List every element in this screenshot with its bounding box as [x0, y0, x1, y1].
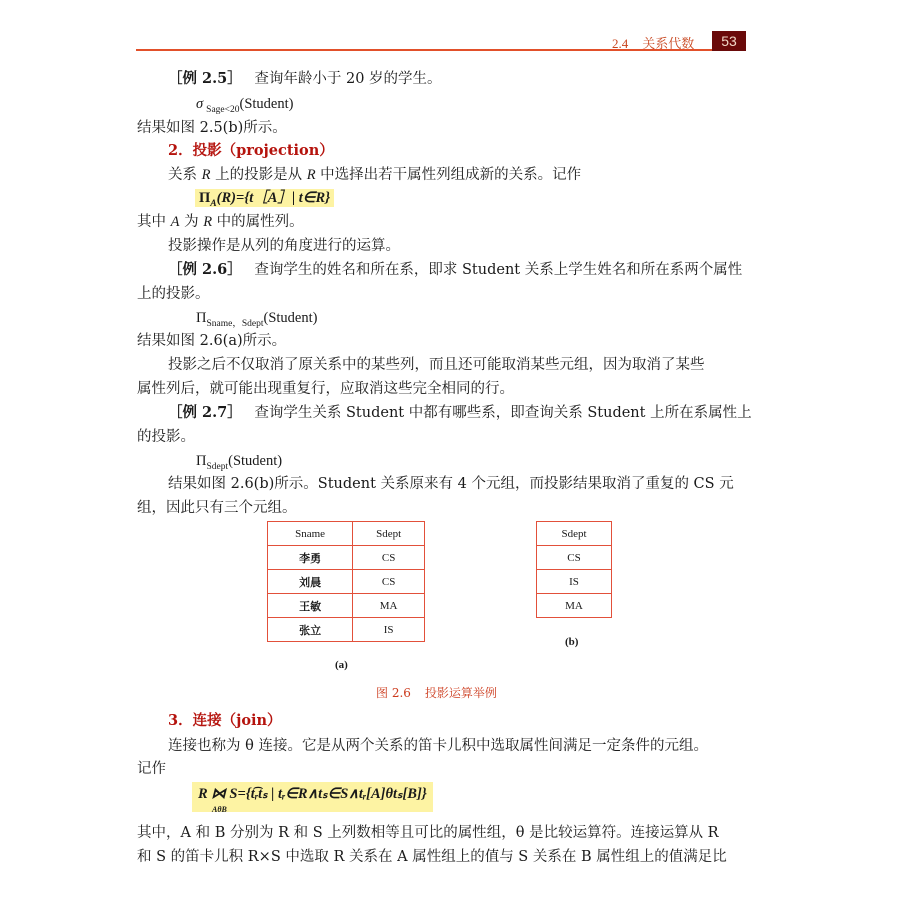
duplicate-note-2: 属性列后，就可能出现重复行，应取消这些完全相同的行。: [137, 381, 514, 397]
table-a-cell: CS: [353, 570, 425, 594]
figure-table-b: [536, 521, 612, 618]
table-a-label: (a): [335, 659, 348, 671]
projection-formula: $\Pi_A(R)=\{t[A]|$ t∈R}: [195, 188, 334, 214]
table-a-cell: CS: [353, 546, 425, 570]
figure-table-a: [267, 521, 425, 642]
table-b-cell: CS: [537, 546, 612, 570]
example-2-7-cont: 的投影。: [137, 429, 195, 445]
join-formula: R ⋈ S={t͡ᵣtₛ | tᵣ∈R∧tₛ∈S∧tᵣ[A]θtₛ[B]}: [192, 784, 433, 804]
projection-formula-2-7: $\Pi_{Sdept}(Student)$: [196, 453, 283, 472]
projection-formula-2-6: $\Pi_{Sname,Sdept}(Student)$: [196, 310, 318, 329]
example-label: ［例 2.5］: [168, 70, 242, 87]
section-heading-join: 3．连接（join）: [168, 712, 282, 729]
table-b-header-cell: Sdept: [537, 522, 612, 546]
join-definition-1: 连接也称为 θ 连接。它是从两个关系的笛卡儿积中选取属性间满足一定条件的元组。: [168, 738, 708, 754]
running-header: [612, 33, 694, 52]
table-a-row: [268, 618, 425, 642]
table-a-header-cell: Sname: [268, 522, 353, 546]
example-2-5: [168, 69, 442, 89]
table-b-cell: IS: [537, 570, 612, 594]
table-b-header-row: [537, 522, 612, 546]
figure-caption: 图 2.6 投影运算举例: [376, 686, 497, 700]
table-a-cell: 李勇: [268, 546, 353, 570]
table-b-row: [537, 546, 612, 570]
projection-definition: 关系 R 上的投影是从 R 中选择出若干属性列组成新的关系。记作: [168, 167, 582, 183]
selection-formula: σ $_{Sage<20}$(Student): [196, 96, 294, 115]
table-a-cell: 张立: [268, 618, 353, 642]
example-2-6-cont: 上的投影。: [137, 286, 210, 302]
table-a-cell: 王敏: [268, 594, 353, 618]
projection-note: 投影操作是从列的角度进行的运算。: [168, 238, 400, 254]
result-text-2-7-2: 组，因此只有三个元组。: [137, 500, 297, 516]
table-b-row: [537, 594, 612, 618]
example-text: 查询年龄小于 20 岁的学生。: [254, 71, 442, 87]
duplicate-note-1: 投影之后不仅取消了原关系中的某些列，而且还可能取消某些元组，因为取消了某些: [168, 357, 705, 373]
where-text: 其中 A 为 R 中的属性列。: [137, 214, 304, 230]
table-a-cell: 刘晨: [268, 570, 353, 594]
section-heading-projection: 2．投影（projection）: [168, 142, 334, 159]
join-condition-sub: AθB: [212, 805, 227, 814]
table-b-cell: MA: [537, 594, 612, 618]
section-title: 关系代数: [642, 36, 695, 51]
table-a-cell: IS: [353, 618, 425, 642]
page-number: 53: [712, 31, 746, 51]
join-definition-2: 记作: [137, 761, 166, 777]
table-a-row: [268, 570, 425, 594]
table-a-cell: MA: [353, 594, 425, 618]
table-a-header-row: [268, 522, 425, 546]
table-b-label: (b): [565, 636, 579, 648]
join-where-2: 和 S 的笛卡儿积 R×S 中选取 R 关系在 A 属性组上的值与 S 关系在 B 属性组上的值满足比: [137, 849, 727, 865]
table-a-header-cell: Sdept: [353, 522, 425, 546]
result-text-2-7-1: 结果如图 2.6(b)所示。Student 关系原来有 4 个元组，而投影结果取消了重复的 CS 元: [168, 476, 734, 492]
example-2-7: ［例 2.7］ 查询学生关系 Student 中都有哪些系，即查询关系 Student 上所在系属性上: [168, 404, 752, 421]
result-text: 结果如图 2.5(b)所示。: [137, 120, 287, 136]
example-2-6: ［例 2.6］ 查询学生的姓名和所在系，即求 Student 关系上学生姓名和所在系两个属性: [168, 261, 743, 278]
table-a-row: [268, 546, 425, 570]
table-a-row: [268, 594, 425, 618]
join-where-1: 其中，A 和 B 分别为 R 和 S 上列数相等且可比的属性组，θ 是比较运算符。连接运算从 R: [137, 825, 719, 841]
section-number: 2.4: [612, 36, 629, 51]
result-text-2-6: 结果如图 2.6(a)所示。: [137, 333, 287, 349]
table-b-row: [537, 570, 612, 594]
